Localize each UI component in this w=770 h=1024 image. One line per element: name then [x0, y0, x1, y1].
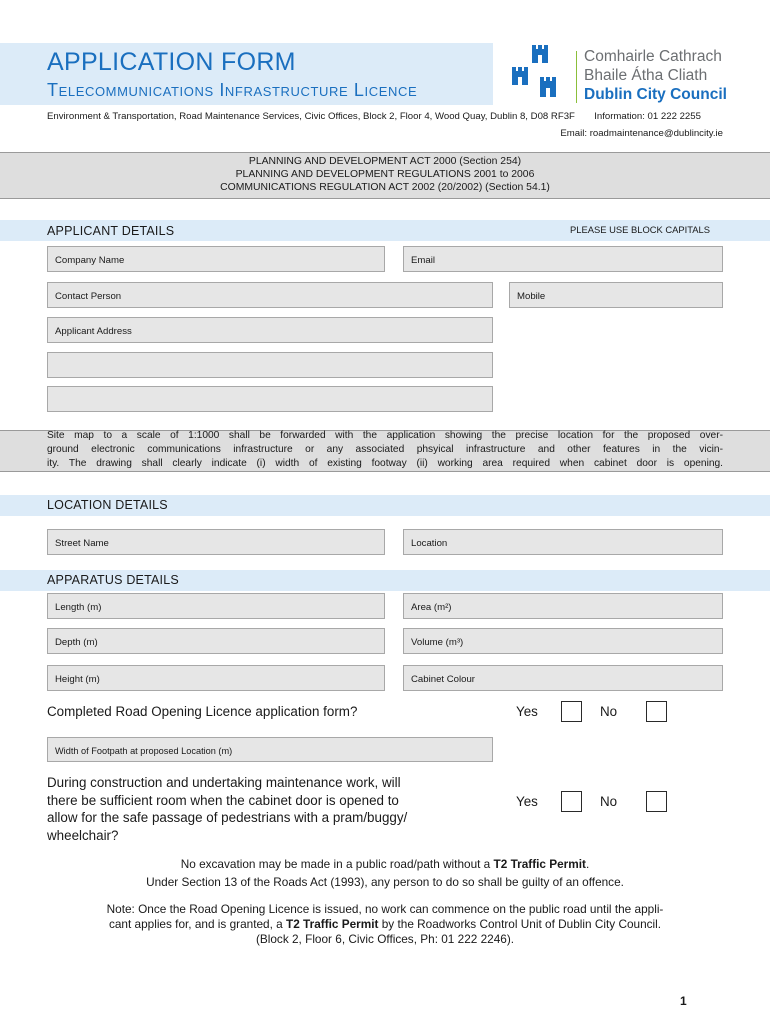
road-opening-note-text-end: by the Roadworks Control Unit of Dublin City Council.	[378, 917, 662, 931]
contact-email[interactable]: Email: roadmaintenance@dublincity.ie	[560, 128, 723, 139]
road-opening-note-line-2	[0, 917, 770, 931]
act-line-2: PLANNING AND DEVELOPMENT REGULATIONS 2001 to 2006	[235, 169, 535, 180]
cabinet-colour-field[interactable]: Cabinet Colour	[403, 665, 723, 691]
sufficient-room-question-line-1: During construction and undertaking maintenance work, will	[47, 775, 401, 790]
company-name-field[interactable]: Company Name	[47, 246, 385, 272]
sufficient-room-question	[47, 774, 407, 844]
height-field[interactable]: Height (m)	[47, 665, 385, 691]
sufficient-room-yes-checkbox[interactable]	[561, 791, 582, 812]
site-map-note-line-2: ground electronic communications infrastructure or any associated phsyical infrastructure and other features in the vicin-	[47, 444, 723, 455]
excavation-notice-text: No excavation may be made in a public road/path without a	[180, 857, 494, 871]
applicant-address-line2-field[interactable]	[47, 352, 493, 378]
logo-text-irish-1: Comhairle Cathrach	[584, 48, 722, 65]
excavation-notice-end: .	[585, 857, 590, 871]
page-number: 1	[680, 994, 687, 1008]
logo-text-english: Dublin City Council	[584, 86, 727, 103]
volume-field[interactable]: Volume (m³)	[403, 628, 723, 654]
sufficient-room-no-checkbox[interactable]	[646, 791, 667, 812]
site-map-note-box	[0, 430, 770, 472]
excavation-notice	[0, 857, 770, 871]
apparatus-details-heading: APPARATUS DETAILS	[47, 573, 179, 587]
contact-person-field[interactable]: Contact Person	[47, 282, 493, 308]
road-opening-no-checkbox[interactable]	[646, 701, 667, 722]
sufficient-room-question-line-3: allow for the safe passage of pedestrians with a pram/buggy/	[47, 810, 408, 825]
site-map-note-line-3: ity. The drawing shall clearly indicate (i) width of existing footway (ii) working area required when cabinet door is opening.	[47, 458, 723, 469]
location-details-heading: LOCATION DETAILS	[47, 498, 168, 512]
information-phone: Information: 01 222 2255	[594, 111, 701, 122]
email-field[interactable]: Email	[403, 246, 723, 272]
sufficient-room-question-line-4: wheelchair?	[47, 827, 119, 843]
sufficient-room-no-label: No	[600, 794, 618, 809]
t2-permit-term: T2 Traffic Permit	[493, 857, 586, 871]
applicant-details-heading: APPLICANT DETAILS	[47, 224, 175, 238]
road-opening-no-label: No	[600, 704, 618, 719]
council-logo	[510, 45, 740, 107]
road-opening-yes-checkbox[interactable]	[561, 701, 582, 722]
mobile-field[interactable]: Mobile	[509, 282, 723, 308]
form-subtitle: Telecommunications Infrastructure Licence	[47, 80, 418, 100]
office-address: Environment & Transportation, Road Maintenance Services, Civic Offices, Block 2, Floor 4, Wood Quay, Dublin 8, D08 RF3F	[47, 111, 575, 122]
block-capitals-instruction: PLEASE USE BLOCK CAPITALS	[570, 224, 710, 235]
applicant-address-line3-field[interactable]	[47, 386, 493, 412]
act-line-1: PLANNING AND DEVELOPMENT ACT 2000 (Section 254)	[248, 156, 522, 167]
roads-act-notice: Under Section 13 of the Roads Act (1993), any person to do so shall be guilty of an offence.	[146, 875, 624, 889]
site-map-note-line-1: Site map to a scale of 1:1000 shall be forwarded with the application showing the precise location for the proposed over-	[47, 430, 723, 441]
three-castles-icon	[510, 45, 570, 107]
road-opening-note-text: cant applies for, and is granted, a	[108, 917, 287, 931]
form-title: APPLICATION FORM	[47, 48, 296, 76]
road-opening-question: Completed Road Opening Licence application form?	[47, 704, 358, 719]
street-name-field[interactable]: Street Name	[47, 529, 385, 555]
act-line-3: COMMUNICATIONS REGULATION ACT 2002 (20/2002) (Section 54.1)	[220, 182, 550, 193]
t2-permit-term-note: T2 Traffic Permit	[286, 917, 379, 931]
legislation-box	[0, 152, 770, 199]
logo-divider	[576, 51, 577, 103]
road-opening-note-line-3: (Block 2, Floor 6, Civic Offices, Ph: 01 222 2246).	[255, 932, 515, 946]
office-address-line	[47, 111, 701, 122]
logo-text-irish-2: Bhaile Átha Cliath	[584, 67, 708, 84]
footpath-width-field[interactable]: Width of Footpath at proposed Location (m)	[47, 737, 493, 762]
road-opening-yes-label: Yes	[516, 704, 538, 719]
area-field[interactable]: Area (m²)	[403, 593, 723, 619]
road-opening-note-line-1: Note: Once the Road Opening Licence is issued, no work can commence on the public road until the appli-	[106, 902, 664, 916]
length-field[interactable]: Length (m)	[47, 593, 385, 619]
depth-field[interactable]: Depth (m)	[47, 628, 385, 654]
sufficient-room-question-line-2: there be sufficient room when the cabinet door is opened to	[47, 792, 399, 808]
sufficient-room-yes-label: Yes	[516, 794, 538, 809]
applicant-address-field[interactable]: Applicant Address	[47, 317, 493, 343]
location-field[interactable]: Location	[403, 529, 723, 555]
